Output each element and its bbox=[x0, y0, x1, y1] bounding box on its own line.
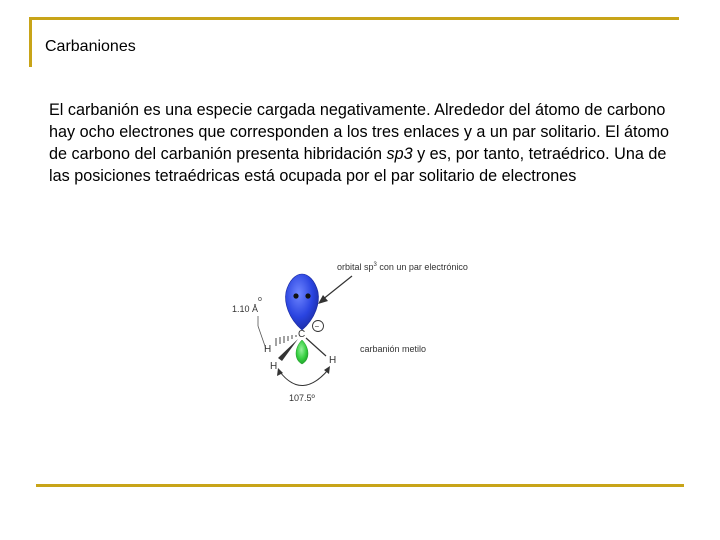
paragraph-text-2: y es, por tanto, tetraédrico. Una de las posiciones tetraédricas está ocupada por el par solitario de electrones bbox=[49, 145, 667, 185]
orbital-arrow bbox=[322, 276, 352, 300]
species-label: carbanión metilo bbox=[360, 344, 427, 354]
frame-top-line bbox=[29, 17, 679, 20]
electron-dot-left bbox=[293, 293, 298, 298]
wedge-bond bbox=[278, 339, 298, 361]
frame-left-line bbox=[29, 17, 32, 67]
paragraph-text-1: El carbanión es una especie cargada negativamente. Alrededor del átomo de carbono hay ocho electrones que corresponden a los tres enlaces y a un par solitario. El átomo de carbono del carbanión presenta hibridación bbox=[49, 101, 669, 163]
slide-title: Carbaniones bbox=[45, 38, 136, 55]
hydrogen-right: H bbox=[329, 355, 337, 366]
orbital-label: orbital $sp^3$ con un par electrónico bbox=[337, 262, 468, 272]
hydrogen-upper-left: H bbox=[264, 344, 272, 355]
frame-bottom-line bbox=[36, 484, 684, 487]
carbanion-diagram bbox=[222, 244, 512, 410]
body-paragraph bbox=[49, 99, 689, 187]
carbon-atom: C bbox=[298, 329, 306, 340]
bond-right bbox=[306, 338, 326, 356]
electron-dot-right bbox=[305, 293, 310, 298]
bond-length-label: 1.10 Å bbox=[232, 304, 259, 314]
angle-label: 107.5º bbox=[289, 393, 315, 403]
angle-arc bbox=[280, 370, 328, 386]
paragraph-italic: sp3 bbox=[386, 145, 413, 163]
angstrom-ring: o bbox=[258, 296, 262, 303]
back-lobe bbox=[296, 340, 308, 364]
negative-charge: − bbox=[314, 322, 320, 331]
hydrogen-lower-left: H bbox=[270, 361, 278, 372]
